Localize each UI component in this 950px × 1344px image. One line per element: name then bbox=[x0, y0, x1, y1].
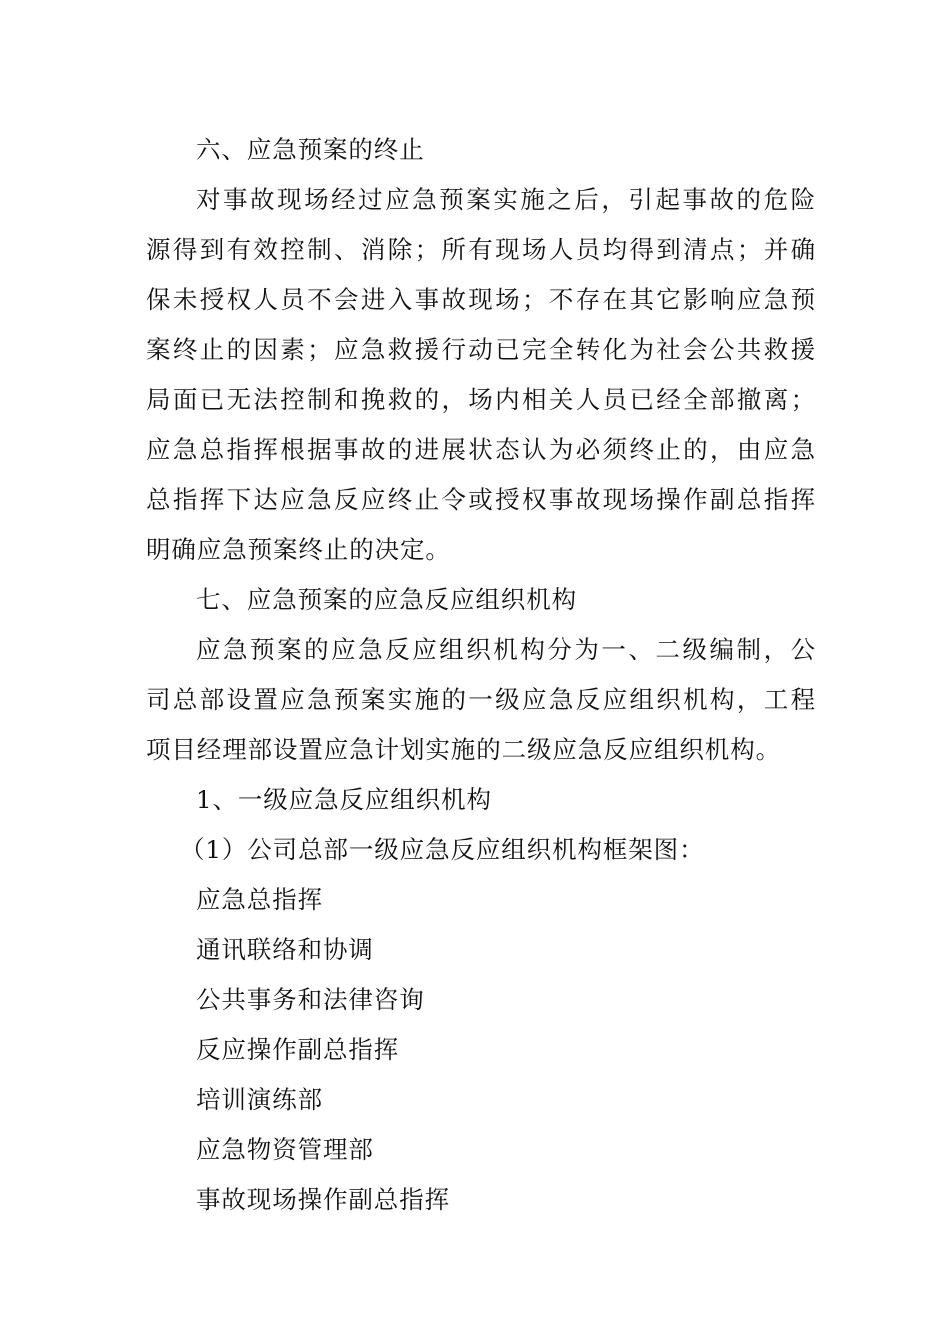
paragraph-line: 应急总指挥根据事故的进展状态认为必须终止的，由应急 bbox=[146, 435, 816, 464]
paragraph-line: 总指挥下达应急反应终止令或授权事故现场操作副总指挥 bbox=[146, 485, 816, 514]
org-item: 培训演练部 bbox=[196, 1085, 323, 1114]
paragraph-line: 案终止的因素；应急救援行动已完全转化为社会公共救援 bbox=[146, 335, 816, 364]
paragraph-line: 局面已无法控制和挽救的，场内相关人员已经全部撤离； bbox=[146, 385, 816, 414]
org-item: 通讯联络和协调 bbox=[196, 935, 374, 964]
org-item: 应急总指挥 bbox=[196, 885, 323, 914]
paragraph-line: 对事故现场经过应急预案实施之后，引起事故的危险 bbox=[196, 185, 816, 214]
org-item: 事故现场操作副总指挥 bbox=[196, 1185, 450, 1214]
org-item: 应急物资管理部 bbox=[196, 1135, 374, 1164]
paragraph-line: 司总部设置应急预案实施的一级应急反应组织机构，工程 bbox=[146, 685, 816, 714]
sub-heading-1-1: （1）公司总部一级应急反应组织机构框架图： bbox=[180, 835, 705, 864]
org-item: 反应操作副总指挥 bbox=[196, 1035, 400, 1064]
paragraph-line: 明确应急预案终止的决定。 bbox=[146, 535, 451, 564]
paragraph-line: 应急预案的应急反应组织机构分为一、二级编制，公 bbox=[196, 635, 816, 664]
section-heading-6: 六、应急预案的终止 bbox=[196, 135, 425, 164]
section-heading-7: 七、应急预案的应急反应组织机构 bbox=[196, 585, 577, 614]
sub-heading-1: 1、一级应急反应组织机构 bbox=[196, 785, 492, 814]
paragraph-line: 保未授权人员不会进入事故现场；不存在其它影响应急预 bbox=[146, 285, 816, 314]
paragraph-line: 项目经理部设置应急计划实施的二级应急反应组织机构。 bbox=[146, 735, 781, 764]
paragraph-line: 源得到有效控制、消除；所有现场人员均得到清点；并确 bbox=[146, 235, 816, 264]
org-item: 公共事务和法律咨询 bbox=[196, 985, 425, 1014]
